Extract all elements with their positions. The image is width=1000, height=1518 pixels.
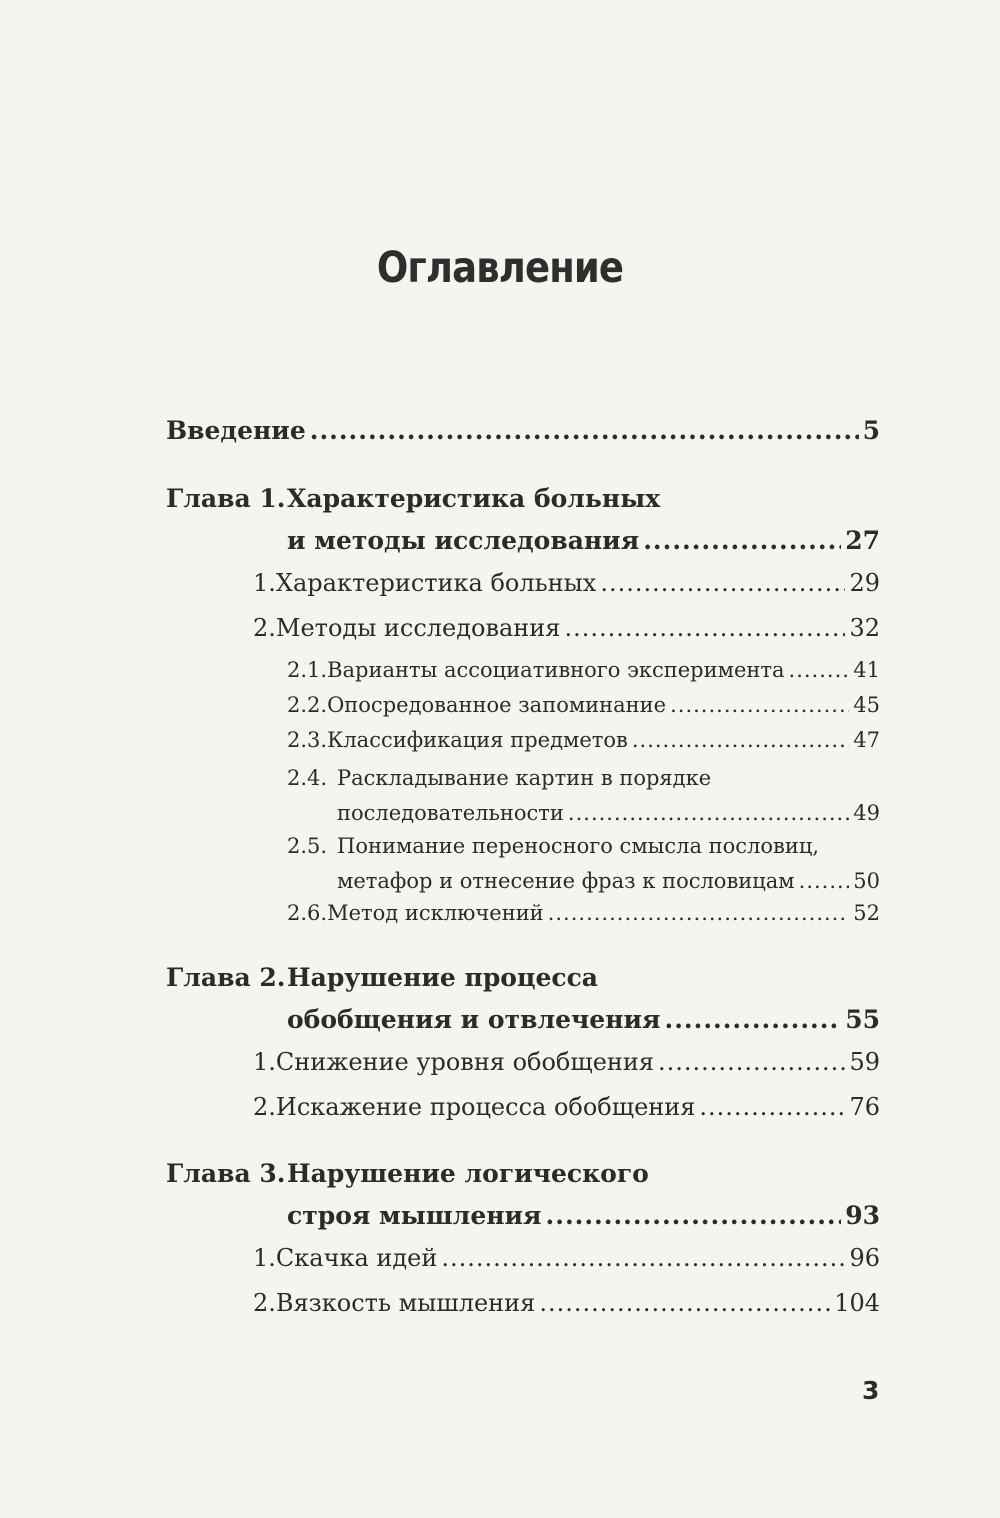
subsection-label-line1: Понимание переносного смысла пословиц, bbox=[337, 834, 820, 858]
toc-subsection[interactable] bbox=[287, 653, 880, 688]
toc-section[interactable] bbox=[253, 1048, 880, 1076]
toc-page-number: 59 bbox=[849, 1048, 880, 1076]
chapter-number: Глава 1. bbox=[166, 484, 286, 513]
dot-leader bbox=[670, 688, 849, 723]
toc-page-number: 76 bbox=[849, 1093, 880, 1121]
toc-subsection[interactable] bbox=[287, 829, 880, 899]
subsection-number: 2.5. bbox=[287, 834, 328, 858]
chapter-title-line2: и методы исследования bbox=[287, 526, 640, 555]
dot-leader bbox=[539, 1289, 830, 1317]
section-number: 2. bbox=[253, 1289, 276, 1317]
section-label: Искажение процесса обобщения bbox=[275, 1093, 696, 1121]
toc-chapter-2[interactable] bbox=[166, 957, 880, 1041]
toc-subsection[interactable] bbox=[287, 896, 880, 931]
toc-section[interactable] bbox=[253, 569, 880, 597]
section-number: 1. bbox=[253, 569, 276, 597]
chapter-title-line1: Характеристика больных bbox=[287, 484, 661, 513]
subsection-number: 2.1. bbox=[287, 658, 328, 682]
section-label: Скачка идей bbox=[275, 1244, 438, 1272]
section-label: Вязкость мышления bbox=[275, 1289, 536, 1317]
toc-page-number: 32 bbox=[849, 614, 880, 642]
toc-chapter-3[interactable] bbox=[166, 1153, 880, 1237]
dot-leader bbox=[548, 896, 850, 931]
chapter-title-line1: Нарушение процесса bbox=[287, 963, 598, 992]
toc-section[interactable] bbox=[253, 1093, 880, 1121]
dot-leader bbox=[789, 653, 850, 688]
toc-page-number: 27 bbox=[845, 526, 880, 555]
toc-entry-intro[interactable] bbox=[166, 416, 880, 445]
section-label: Методы исследования bbox=[275, 614, 561, 642]
toc-page-number: 50 bbox=[853, 869, 880, 893]
toc-subsection[interactable] bbox=[287, 723, 880, 758]
toc-page-number: 52 bbox=[853, 901, 880, 925]
section-number: 1. bbox=[253, 1048, 276, 1076]
chapter-number: Глава 2. bbox=[166, 963, 286, 992]
toc-page-number: 93 bbox=[845, 1201, 880, 1230]
subsection-label: Варианты ассоциативного эксперимента bbox=[327, 658, 785, 682]
toc-page-number: 104 bbox=[834, 1289, 880, 1317]
toc-page-number: 5 bbox=[862, 416, 880, 445]
toc-subsection[interactable] bbox=[287, 688, 880, 723]
section-label: Снижение уровня обобщения bbox=[275, 1048, 655, 1076]
page-number: 3 bbox=[862, 1376, 880, 1405]
toc-section[interactable] bbox=[253, 1289, 880, 1317]
dot-leader bbox=[665, 999, 842, 1041]
dot-leader bbox=[643, 520, 841, 562]
toc-page-number: 49 bbox=[853, 801, 880, 825]
dot-leader bbox=[632, 723, 849, 758]
dot-leader bbox=[568, 796, 849, 831]
dot-leader bbox=[658, 1048, 845, 1076]
subsection-number: 2.6. bbox=[287, 901, 328, 925]
page-title: Оглавление bbox=[376, 243, 624, 293]
subsection-number: 2.3. bbox=[287, 728, 328, 752]
subsection-label-line2: метафор и отнесение фраз к пословицам bbox=[337, 869, 795, 893]
dot-leader bbox=[310, 416, 859, 445]
toc-page-number: 45 bbox=[853, 693, 880, 717]
subsection-label-line1: Раскладывание картин в порядке bbox=[337, 766, 712, 790]
section-label: Характеристика больных bbox=[275, 569, 597, 597]
dot-leader bbox=[564, 614, 845, 642]
dot-leader bbox=[441, 1244, 845, 1272]
subsection-label: Классификация предметов bbox=[327, 728, 628, 752]
chapter-title-line1: Нарушение логического bbox=[287, 1159, 649, 1188]
subsection-number: 2.4. bbox=[287, 766, 328, 790]
toc-page-number: 47 bbox=[853, 728, 880, 752]
chapter-title-line2: строя мышления bbox=[287, 1201, 542, 1230]
toc-page-number: 96 bbox=[849, 1244, 880, 1272]
toc-subsection[interactable] bbox=[287, 761, 880, 831]
toc-entry-label: Введение bbox=[166, 416, 306, 445]
toc-section[interactable] bbox=[253, 614, 880, 642]
section-number: 2. bbox=[253, 614, 276, 642]
dot-leader bbox=[546, 1195, 842, 1237]
toc-page-number: 55 bbox=[845, 1005, 880, 1034]
toc-page-number: 29 bbox=[849, 569, 880, 597]
subsection-label: Метод исключений bbox=[327, 901, 544, 925]
section-number: 2. bbox=[253, 1093, 276, 1121]
subsection-label: Опосредованное запоминание bbox=[327, 693, 667, 717]
subsection-number: 2.2. bbox=[287, 693, 328, 717]
dot-leader bbox=[600, 569, 845, 597]
subsection-label-line2: последовательности bbox=[337, 801, 564, 825]
dot-leader bbox=[699, 1093, 845, 1121]
toc-chapter-1[interactable] bbox=[166, 478, 880, 562]
dot-leader bbox=[799, 864, 850, 899]
section-number: 1. bbox=[253, 1244, 276, 1272]
chapter-number: Глава 3. bbox=[166, 1159, 286, 1188]
toc-section[interactable] bbox=[253, 1244, 880, 1272]
chapter-title-line2: обобщения и отвлечения bbox=[287, 1005, 661, 1034]
toc-page-number: 41 bbox=[853, 658, 880, 682]
